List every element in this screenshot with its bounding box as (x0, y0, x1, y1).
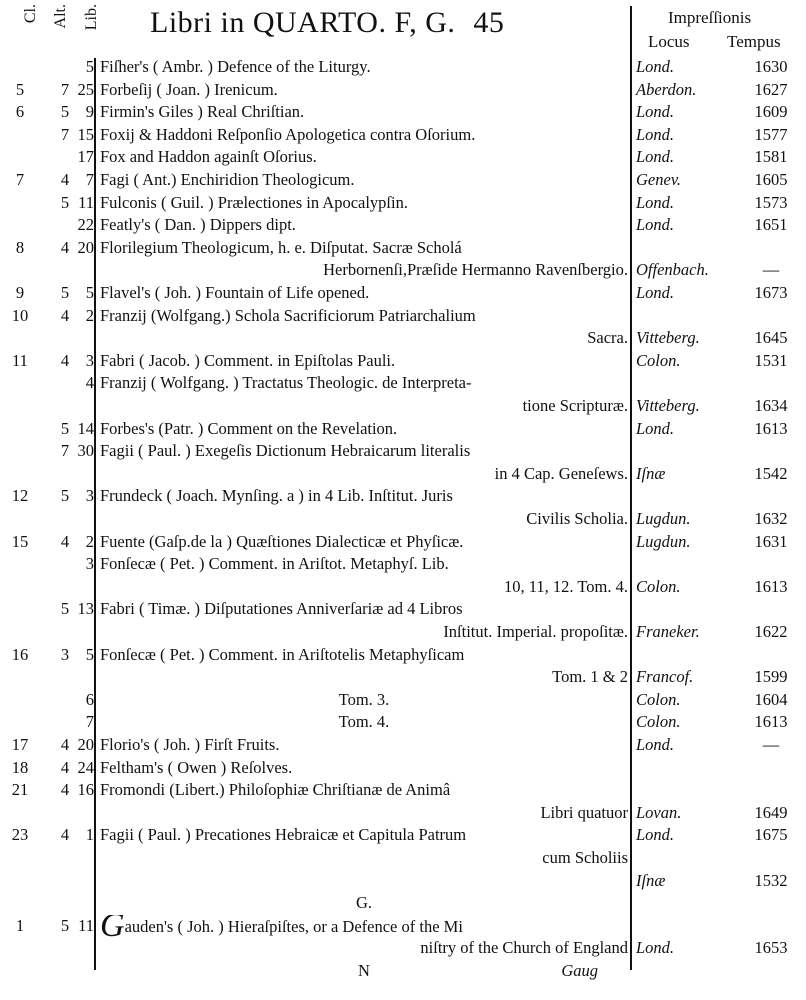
imprint-place: Lond. (636, 102, 675, 122)
col-cl-header: Cl. (22, 4, 39, 24)
title-text: Libri in QUARTO. F, G. (150, 6, 456, 39)
catalogue-row (0, 372, 806, 394)
shelf-number: 7 (60, 124, 70, 144)
catalogue-row (0, 395, 806, 417)
entry-text: Forbes's (Patr. ) Comment on the Revelation. (100, 418, 398, 438)
entry-text: Fiſher's ( Ambr. ) Defence of the Liturgy. (100, 57, 371, 76)
book-entry (100, 169, 628, 191)
drop-initial: G (100, 914, 125, 938)
imprint-year: 1605 (754, 170, 788, 189)
catalogue-row (0, 485, 806, 507)
imprint-place: Lond. (636, 124, 675, 144)
catalogue-row (0, 259, 806, 281)
catalogue-row (0, 282, 806, 304)
shelf-number: 5 (60, 418, 70, 438)
entry-text: Fox and Haddon againſt Oſorius. (100, 147, 317, 167)
catalogue-row (0, 214, 806, 236)
book-entry (100, 440, 628, 462)
catchword: Gaug (561, 961, 598, 980)
entry-text: Civilis Scholia. (526, 509, 628, 528)
locus-header: Locus (648, 32, 690, 51)
book-entry (100, 259, 628, 281)
imprint-year: 1634 (754, 396, 788, 415)
catalogue-row (0, 960, 806, 982)
shelf-number: 4 (60, 735, 70, 754)
entry-text: Herbornenſi,Præſide Hermanno Ravenſbergio. (323, 260, 628, 280)
col-alt-header: Alt. (52, 4, 69, 29)
shelf-number: 5 (60, 599, 70, 619)
catalogue-row (0, 689, 806, 711)
shelf-number: 4 (60, 757, 70, 777)
book-number: 7 (85, 170, 94, 189)
shelf-number: 7 (60, 79, 70, 99)
book-entry (100, 734, 628, 756)
imprint-year: 1542 (754, 463, 788, 483)
imprint-year: 1599 (754, 667, 788, 687)
book-number: 3 (85, 486, 94, 506)
catalogue-row (0, 79, 806, 101)
imprint-place: Lond. (636, 215, 675, 235)
catalogue-row (0, 847, 806, 869)
catalogue-row (0, 101, 806, 123)
book-number: 20 (77, 735, 94, 754)
book-number: 14 (77, 418, 94, 438)
imprint-year: 1675 (754, 825, 788, 845)
catalogue-row (0, 824, 806, 846)
entry-text: Fagi ( Ant.) Enchiridion Theologicum. (100, 170, 355, 189)
entry-text: auden's ( Joh. ) Hieraſpiſtes, or a Defence of the Mi (124, 916, 463, 936)
imprint-year: 1581 (754, 147, 788, 167)
entry-text: Inſtitut. Imperial. propoſitæ. (443, 622, 628, 641)
catalogue-row (0, 327, 806, 349)
entry-text: Tom. 3. (338, 689, 390, 709)
book-number: 17 (77, 147, 94, 167)
imprint-place: Lond. (636, 147, 675, 167)
class-number: 8 (15, 237, 25, 257)
entry-text: niſtry of the Church of England (420, 938, 628, 958)
entry-text: Featly's ( Dan. ) Dippers dipt. (100, 215, 296, 235)
book-number: 6 (85, 689, 94, 709)
entry-text: Frundeck ( Joach. Mynſing. a ) in 4 Lib. Inſtitut. Juris (100, 486, 453, 506)
imprint-place: Lugdun. (636, 531, 691, 551)
imprint-place: Lond. (636, 735, 675, 754)
book-entry (100, 915, 628, 938)
catalogue-row (0, 937, 806, 959)
imprint-place: Francof. (636, 667, 694, 687)
catalogue-row (0, 779, 806, 801)
shelf-number: 4 (60, 531, 70, 551)
book-entry (100, 711, 628, 733)
book-number: 5 (85, 644, 94, 664)
class-number: 11 (12, 350, 28, 370)
book-entry (100, 644, 628, 666)
imprint-year: 1613 (754, 712, 788, 732)
book-entry (100, 937, 628, 959)
imprint-place: Aberdon. (636, 79, 697, 99)
class-number: 23 (11, 825, 29, 845)
book-entry (100, 395, 628, 417)
entry-text: Fromondi (Libert.) Philoſophiæ Chriſtianæ de Animâ (100, 780, 451, 800)
entry-text: in 4 Cap. Geneſews. (494, 463, 628, 483)
tempus-header: Tempus (727, 32, 781, 51)
imprint-place: Franeker. (636, 622, 700, 641)
entry-text: N (358, 961, 370, 980)
imprint-place: Vitteberg. (636, 396, 700, 415)
imprint-year: 1531 (754, 350, 788, 370)
book-entry (100, 757, 628, 779)
entry-text: tione Scripturæ. (522, 396, 628, 415)
class-number: 17 (11, 735, 29, 754)
catalogue-row (0, 305, 806, 327)
catalogue-row (0, 418, 806, 440)
book-entry (100, 146, 628, 168)
page-title (150, 6, 504, 40)
catalogue-row (0, 621, 806, 643)
shelf-number: 7 (60, 441, 70, 461)
class-number: 7 (15, 170, 25, 189)
catalogue-row (0, 644, 806, 666)
book-number: 25 (77, 79, 94, 99)
imprint-place: Lond. (636, 57, 675, 76)
imprint-year: 1631 (754, 531, 788, 551)
imprint-place: Lond. (636, 825, 675, 845)
book-number: 1 (85, 825, 94, 845)
book-number: 3 (85, 554, 94, 574)
catalogue-row (0, 598, 806, 620)
entry-text: Feltham's ( Owen ) Reſolves. (100, 757, 293, 777)
book-entry (100, 666, 628, 688)
book-entry (100, 124, 628, 146)
entry-text: Sacra. (587, 328, 628, 348)
book-number: 2 (85, 531, 94, 551)
book-entry (100, 237, 628, 259)
catalogue-row (0, 56, 806, 78)
imprint-place: Lond. (636, 418, 675, 438)
entry-text: Fonſecæ ( Pet. ) Comment. in Ariſtotelis Metaphyſicam (100, 644, 465, 664)
entry-text: 10, 11, 12. Tom. 4. (504, 576, 628, 596)
shelf-number: 5 (60, 283, 70, 302)
book-entry (100, 847, 628, 869)
book-entry (100, 327, 628, 349)
book-entry (100, 101, 628, 123)
imprint-place: Colon. (636, 350, 681, 370)
shelf-number: 5 (60, 192, 70, 212)
class-number: 15 (11, 531, 29, 551)
catalogue-row (0, 870, 806, 892)
entry-text: Fonſecæ ( Pet. ) Comment. in Ariſtot. Metaphyſ. Lib. (100, 554, 449, 574)
catalogue-row (0, 350, 806, 372)
imprint-year: — (762, 735, 780, 754)
imprint-year: 1609 (754, 102, 788, 122)
book-entry (100, 282, 628, 304)
book-entry (100, 214, 628, 236)
book-entry (100, 531, 628, 553)
book-entry (100, 598, 628, 620)
book-number: 24 (77, 757, 94, 777)
catalogue-row (0, 508, 806, 530)
book-entry (100, 305, 628, 327)
entry-text: Franzij (Wolfgang.) Schola Sacrificiorum Patriarchalium (100, 305, 476, 325)
entry-text: Fuente (Gaſp.de la ) Quæſtiones Dialecticæ et Phyſicæ. (100, 531, 464, 551)
shelf-number: 4 (60, 170, 70, 189)
imprint-place: Colon. (636, 576, 681, 596)
catalogue-row (0, 892, 806, 914)
book-number: 20 (77, 237, 94, 257)
class-number: 16 (11, 644, 29, 664)
impressionis-header: Impreſſionis (668, 8, 752, 27)
shelf-number: 4 (60, 825, 70, 845)
imprint-year: 1649 (754, 802, 788, 822)
book-number: 11 (78, 915, 94, 935)
book-number: 5 (85, 283, 94, 302)
shelf-number: 4 (60, 237, 70, 257)
catalogue-row (0, 576, 806, 598)
class-number: 6 (15, 102, 25, 122)
book-entry (100, 576, 628, 598)
book-number: 9 (85, 102, 94, 122)
book-number: 30 (77, 441, 94, 461)
catalogue-row (0, 802, 806, 824)
imprint-year: 1630 (754, 57, 788, 76)
entry-text: Fabri ( Jacob. ) Comment. in Epiſtolas Pauli. (100, 350, 396, 370)
imprint-year: 1622 (754, 622, 788, 641)
page-number: 45 (473, 6, 505, 39)
shelf-number: 4 (60, 350, 70, 370)
entry-text: G. (355, 893, 373, 913)
class-number: 12 (11, 486, 29, 506)
catalogue-row (0, 757, 806, 779)
catalogue-row (0, 146, 806, 168)
entry-text: Fagii ( Paul. ) Precationes Hebraicæ et Capitula Patrum (100, 825, 467, 845)
imprint-year: 1604 (754, 689, 788, 709)
class-number: 1 (15, 915, 25, 935)
book-entry (100, 779, 628, 801)
class-number: 10 (11, 305, 29, 325)
book-entry (100, 621, 628, 643)
book-entry (100, 79, 628, 101)
imprint-place: Lovan. (636, 802, 682, 822)
book-number: 7 (85, 712, 94, 732)
catalogue-row (0, 734, 806, 756)
imprint-place: Colon. (636, 712, 681, 732)
book-entry (100, 192, 628, 214)
entry-text: Foxij & Haddoni Reſponſio Apologetica contra Oſorium. (100, 124, 476, 144)
imprint-year: 1653 (754, 938, 788, 958)
catalogue-row (0, 440, 806, 462)
book-number: 4 (85, 373, 94, 393)
shelf-number: 4 (60, 780, 70, 800)
shelf-number: 5 (60, 915, 70, 935)
entry-text: Fagii ( Paul. ) Exegeſis Dictionum Hebraicarum literalis (100, 441, 471, 461)
book-number: 16 (77, 780, 94, 800)
book-entry (100, 485, 628, 507)
entry-text: Forbeſij ( Joan. ) Irenicum. (100, 79, 278, 99)
shelf-number: 5 (60, 102, 70, 122)
entry-text: Tom. 4. (338, 712, 390, 732)
shelf-number: 4 (60, 305, 70, 325)
imprint-place: Lond. (636, 938, 675, 958)
entry-text: Libri quatuor (540, 802, 628, 822)
book-number: 15 (77, 124, 94, 144)
book-entry (100, 418, 628, 440)
imprint-place: Iſnæ (636, 463, 666, 483)
catalogue-row (0, 169, 806, 191)
shelf-number: 3 (60, 644, 70, 664)
entry-text: Fabri ( Timæ. ) Diſputationes Anniverſariæ ad 4 Libros (100, 599, 463, 619)
entry-text: Flavel's ( Joh. ) Fountain of Life opened. (100, 283, 370, 302)
imprint-place: Genev. (636, 170, 682, 189)
book-number: 11 (78, 192, 94, 212)
book-entry (100, 508, 628, 530)
book-entry (100, 463, 628, 485)
book-number: 22 (77, 215, 94, 235)
entry-text: Fulconis ( Guil. ) Prælectiones in Apocalypſin. (100, 192, 408, 212)
catalogue-row (0, 553, 806, 575)
imprint-place: Lond. (636, 283, 675, 302)
catalogue-row (0, 915, 806, 937)
imprint-place: Colon. (636, 689, 681, 709)
shelf-number: 5 (60, 486, 70, 506)
imprint-place: Lond. (636, 192, 675, 212)
book-entry (100, 892, 628, 914)
class-number: 9 (15, 283, 25, 302)
book-entry (100, 802, 628, 824)
entry-text: Florilegium Theologicum, h. e. Diſputat. Sacræ Scholá (100, 237, 462, 257)
imprint-place: Offenbach. (636, 260, 709, 280)
catalogue-row (0, 124, 806, 146)
class-number: 5 (15, 79, 25, 99)
book-entry (100, 56, 628, 78)
catalogue-row (0, 237, 806, 259)
book-entry (100, 553, 628, 575)
imprint-year: 1613 (754, 418, 788, 438)
entry-text: Florio's ( Joh. ) Firſt Fruits. (100, 735, 280, 754)
class-number: 18 (11, 757, 29, 777)
book-number: 13 (77, 599, 94, 619)
book-entry (100, 372, 628, 394)
book-entry (100, 350, 628, 372)
catalogue-row (0, 463, 806, 485)
book-number: 3 (85, 350, 94, 370)
imprint-year: 1632 (754, 509, 788, 528)
imprint-year: — (762, 260, 780, 280)
imprint-year: 1673 (754, 283, 788, 302)
entry-text: Tom. 1 & 2 (552, 667, 628, 687)
book-number: 2 (85, 305, 94, 325)
entry-text: Franzij ( Wolfgang. ) Tractatus Theologic. de Interpreta- (100, 373, 472, 393)
imprint-year: 1613 (754, 576, 788, 596)
imprint-year: 1627 (754, 79, 788, 99)
class-number: 21 (11, 780, 29, 800)
imprint-place: Lugdun. (636, 509, 691, 528)
imprint-place: Vitteberg. (636, 328, 700, 348)
catalogue-row (0, 531, 806, 553)
catalogue-row (0, 666, 806, 688)
imprint-year: 1532 (754, 870, 788, 890)
entry-text: cum Scholiis (542, 848, 628, 867)
book-entry (100, 960, 628, 982)
book-entry (100, 824, 628, 846)
catalogue-row (0, 192, 806, 214)
imprint-year: 1645 (754, 328, 788, 348)
book-number: 5 (85, 57, 94, 76)
imprint-year: 1577 (754, 124, 788, 144)
catalogue-row (0, 711, 806, 733)
imprint-place: Iſnæ (636, 870, 666, 890)
imprint-year: 1573 (754, 192, 788, 212)
book-entry (100, 689, 628, 711)
entry-text: Firmin's Giles ) Real Chriſtian. (100, 102, 305, 122)
col-lib-header: Lib. (83, 4, 100, 31)
imprint-year: 1651 (754, 215, 788, 235)
